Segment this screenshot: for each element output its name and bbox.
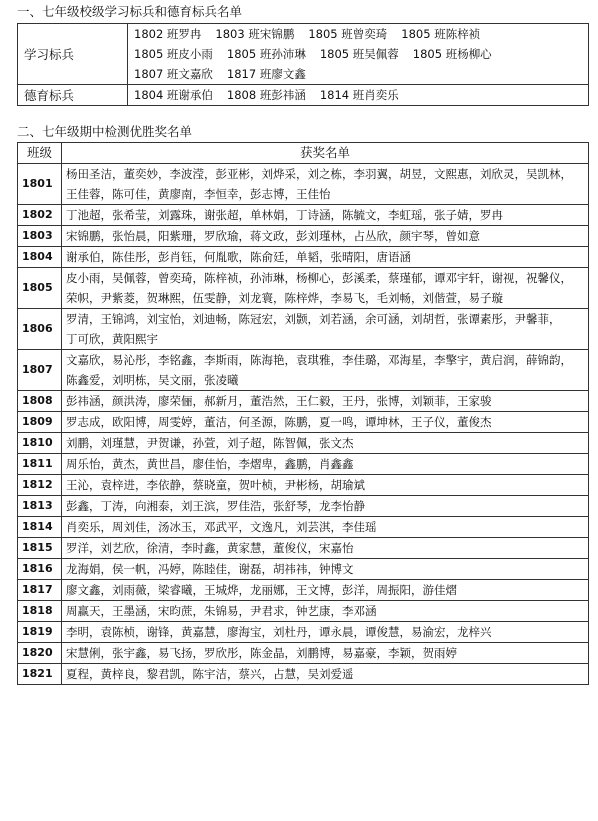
class-number: 1814 bbox=[18, 517, 62, 538]
honor-name: 1805 班杨柳心 bbox=[412, 47, 492, 61]
award-names: 刘鹏，刘瑾慧，尹贺谦，孙萱，刘子超，陈智佩，张文杰 bbox=[62, 433, 589, 454]
honor-name: 1805 班吴佩蓉 bbox=[319, 47, 399, 61]
award-names: 皮小雨，吴佩蓉，曾奕琦，陈梓祯，孙沛琳，杨柳心，彭溪柔，蔡瑾郁，谭邓宇轩，谢视，祝馨仪，荣帜，尹紫菱，贺琳熙，伍雯静，刘龙寰，陈梓烨，李易飞，毛刘畅，刘偕萱，易子璇 bbox=[62, 268, 589, 309]
award-names: 周赢天，王墨涵，宋昀蔗，朱锦易，尹君求，钟艺康，李邓涵 bbox=[62, 601, 589, 622]
award-row bbox=[18, 622, 589, 643]
honor-name: 1807 班文嘉欣 bbox=[134, 67, 213, 81]
class-number: 1821 bbox=[18, 664, 62, 685]
honor-name: 1808 班彭祎涵 bbox=[226, 88, 306, 102]
class-column-header: 班级 bbox=[18, 143, 62, 164]
class-number: 1809 bbox=[18, 412, 62, 433]
category-cell: 学习标兵 bbox=[18, 24, 128, 85]
award-row bbox=[18, 247, 589, 268]
award-row bbox=[18, 517, 589, 538]
section1-title: 一、七年级校级学习标兵和德育标兵名单 bbox=[17, 4, 243, 19]
class-number: 1820 bbox=[18, 643, 62, 664]
award-names: 谢承伯，陈佳彤，彭肖钰，何胤歌，陈俞廷，单韬，张晴阳，唐语涵 bbox=[62, 247, 589, 268]
class-number: 1802 bbox=[18, 205, 62, 226]
class-number: 1813 bbox=[18, 496, 62, 517]
class-number: 1810 bbox=[18, 433, 62, 454]
award-row bbox=[18, 433, 589, 454]
class-number: 1819 bbox=[18, 622, 62, 643]
class-number: 1811 bbox=[18, 454, 62, 475]
award-row bbox=[18, 559, 589, 580]
honors-row-study bbox=[18, 24, 589, 85]
honors-table bbox=[17, 23, 589, 106]
award-names: 罗志成，欧阳博，周雯婷，董洁，何圣源，陈鹏，夏一鸣，谭坤林，王子仪，董俊杰 bbox=[62, 412, 589, 433]
class-number: 1815 bbox=[18, 538, 62, 559]
award-row bbox=[18, 309, 589, 350]
honor-name: 1802 班罗冉 bbox=[134, 27, 202, 41]
awards-table bbox=[17, 142, 589, 685]
award-row bbox=[18, 391, 589, 412]
honor-name: 1817 班廖文鑫 bbox=[226, 67, 306, 81]
award-row bbox=[18, 205, 589, 226]
class-number: 1804 bbox=[18, 247, 62, 268]
section2-title: 二、七年级期中检测优胜奖名单 bbox=[17, 124, 193, 139]
class-number: 1818 bbox=[18, 601, 62, 622]
award-row bbox=[18, 643, 589, 664]
honors-row-moral bbox=[18, 85, 589, 106]
honor-names-line bbox=[134, 24, 588, 44]
awards-header-row bbox=[18, 143, 589, 164]
honor-names-cell bbox=[128, 85, 589, 106]
class-number: 1806 bbox=[18, 309, 62, 350]
award-names: 宋慧俐，张宇鑫，易飞扬，罗欣彤，陈金晶，刘鹏博，易嘉豪，李颖，贺雨婷 bbox=[62, 643, 589, 664]
honor-name: 1805 班陈梓祯 bbox=[401, 27, 481, 41]
award-names: 李明，袁陈桢，谢锋，黄嘉慧，廖海宝，刘杜丹，谭永晨，谭俊慧，易渝宏，龙梓兴 bbox=[62, 622, 589, 643]
honor-name: 1805 班曾奕琦 bbox=[308, 27, 388, 41]
honor-names-line bbox=[134, 44, 588, 64]
award-names: 廖文鑫，刘雨薇，梁睿曦，王城烨，龙丽娜，王文博，彭洋，周振阳，游佳熠 bbox=[62, 580, 589, 601]
honor-name: 1805 班皮小雨 bbox=[134, 47, 213, 61]
honor-names-line bbox=[134, 64, 588, 84]
class-number: 1816 bbox=[18, 559, 62, 580]
class-number: 1801 bbox=[18, 164, 62, 205]
class-number: 1808 bbox=[18, 391, 62, 412]
class-number: 1803 bbox=[18, 226, 62, 247]
award-names: 丁池超，张希莹，刘露珠，谢张超，单林娟，丁诗涵，陈毓文，李虹瑶，张子婧，罗冉 bbox=[62, 205, 589, 226]
award-names: 彭祎涵，颜洪涛，廖荣俪，郝新月，董浩然，王仁毅，王丹，张博，刘颖菲，王家骏 bbox=[62, 391, 589, 412]
award-row bbox=[18, 664, 589, 685]
award-row bbox=[18, 412, 589, 433]
award-names: 夏程，黄梓良，黎君凯，陈宇洁，蔡兴，占慧，吴刘爱遥 bbox=[62, 664, 589, 685]
award-names: 罗洋，刘艺欣，徐清，李时鑫，黄家慧，董俊仪，宋嘉怡 bbox=[62, 538, 589, 559]
award-names: 肖奕乐，周刘佳，汤冰玉，邓武平，文逸凡，刘芸淇，李佳瑶 bbox=[62, 517, 589, 538]
award-names: 宋锦鹏，张怡晨，阳紫珊，罗欣瑜，蒋文政，彭刘瑾林，占丛欣，颜宇琴，曾如意 bbox=[62, 226, 589, 247]
honor-name: 1805 班孙沛琳 bbox=[226, 47, 306, 61]
award-row bbox=[18, 454, 589, 475]
award-row bbox=[18, 164, 589, 205]
honor-names-cell bbox=[128, 24, 589, 85]
category-cell: 德育标兵 bbox=[18, 85, 128, 106]
class-number: 1817 bbox=[18, 580, 62, 601]
class-number: 1805 bbox=[18, 268, 62, 309]
honor-names-line bbox=[134, 85, 588, 105]
award-names: 王沁，袁梓进，李依静，蔡晓童，贺叶桢，尹彬杨，胡瑜斌 bbox=[62, 475, 589, 496]
class-number: 1812 bbox=[18, 475, 62, 496]
award-names: 周乐怡，黄杰，黄世昌，廖佳怡，李熠卑，鑫鹏，肖鑫鑫 bbox=[62, 454, 589, 475]
award-row bbox=[18, 580, 589, 601]
award-row bbox=[18, 601, 589, 622]
award-row bbox=[18, 226, 589, 247]
award-row bbox=[18, 475, 589, 496]
award-row bbox=[18, 538, 589, 559]
names-column-header: 获奖名单 bbox=[62, 143, 589, 164]
award-row bbox=[18, 350, 589, 391]
award-row bbox=[18, 496, 589, 517]
award-names: 罗清，王锦鸿，刘宝怡，刘迪畅，陈冠宏，刘颢，刘若涵，余可涵，刘胡哲，张谭素彤，尹馨菲，丁可欣，黄阳熙宇 bbox=[62, 309, 589, 350]
award-row bbox=[18, 268, 589, 309]
honor-name: 1814 班肖奕乐 bbox=[319, 88, 399, 102]
award-names: 杨田圣洁，董奕妙，李波滢，彭亚彬，刘烨采，刘之栋，李羽翼，胡昱，文熙惠，刘欣灵，吴凯林，王佳蓉，陈可佳，黄廖南，李恒幸，彭志博，王佳怡 bbox=[62, 164, 589, 205]
honor-name: 1803 班宋锦鹏 bbox=[215, 27, 295, 41]
award-names: 文嘉欣，易沁彤，李铭鑫，李斯雨，陈海艳，袁琪雅，李佳璐，邓海星，李擎宇，黄启润，薛锦韵，陈鑫爱，刘明栋，吴文丽，张凌曦 bbox=[62, 350, 589, 391]
class-number: 1807 bbox=[18, 350, 62, 391]
award-names: 彭鑫，丁涛，向湘泰，刘王滨，罗佳浩，张舒琴，龙李怡静 bbox=[62, 496, 589, 517]
award-names: 龙海娟，侯一帆，冯婷，陈睦佳，谢磊，胡祎祎，钟博文 bbox=[62, 559, 589, 580]
honor-name: 1804 班谢承伯 bbox=[134, 88, 213, 102]
